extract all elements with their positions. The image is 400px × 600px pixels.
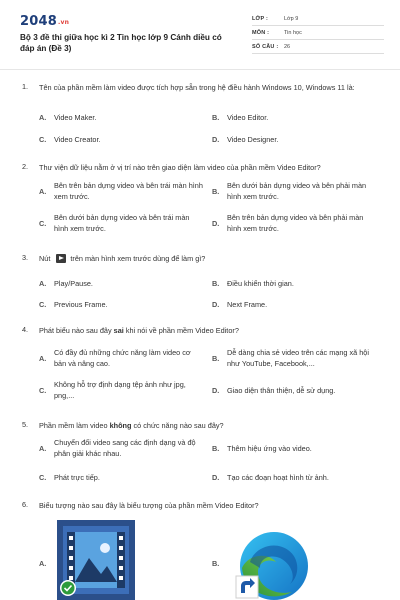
option-text: Previous Frame.: [54, 300, 108, 309]
question-text: Biểu tượng nào sau đây là biểu tượng của phần mềm Video Editor?: [39, 501, 259, 510]
play-button-icon: [56, 254, 66, 263]
meta-value: Tin học: [284, 30, 302, 36]
option-text: Play/Pause.: [54, 279, 93, 288]
option-key: A.: [39, 279, 47, 288]
question-number: 5.: [22, 420, 29, 429]
option-key: D.: [212, 300, 220, 309]
question-number: 1.: [22, 82, 29, 91]
option-key: D.: [212, 473, 220, 482]
option-key: A.: [39, 354, 47, 363]
option-text: Thêm hiệu ứng vào video.: [227, 444, 312, 453]
question-text-before: Phần mềm làm video: [39, 421, 108, 430]
option-key: C.: [39, 473, 47, 482]
option-text: Phát trực tiếp.: [54, 473, 100, 482]
option-key: C.: [39, 300, 47, 309]
header-divider: [0, 69, 400, 70]
edge-browser-icon[interactable]: [234, 528, 310, 600]
question-text: [39, 325, 384, 336]
option-text: Video Creator.: [54, 135, 101, 144]
option-key: C.: [39, 219, 47, 228]
option-key: A.: [39, 187, 47, 196]
video-editor-app-icon[interactable]: [57, 520, 135, 600]
option-key: A.: [39, 559, 47, 568]
option-text: Có đầy đủ những chức năng làm video cơ bản và nâng cao.: [54, 348, 191, 368]
meta-key: LỚP :: [252, 16, 268, 22]
option-text: Bên dưới bản dựng video và bên trái màn hình xem trước.: [54, 213, 190, 233]
option-text: Video Designer.: [227, 135, 279, 144]
option-text: Next Frame.: [227, 300, 268, 309]
question-text-after: khi nói về phần mềm Video Editor?: [125, 326, 239, 335]
question-text-emphasis: sai: [113, 326, 124, 335]
option-text: Chuyển đổi video sang các định dạng và độ phân giải khác nhau.: [54, 438, 196, 458]
question-text: [39, 253, 384, 264]
question-text: Tên của phần mềm làm video được tích hợp sẵn trong hệ điều hành Windows 10, Windows 11 là:: [39, 83, 355, 92]
option-text: Bên trên bản dựng video và bên phải màn hình xem trước.: [227, 213, 364, 233]
option-text: Giao diện thân thiện, dễ sử dụng.: [227, 386, 336, 395]
option-key: D.: [212, 219, 220, 228]
option-text: Tạo các đoạn hoạt hình từ ảnh.: [227, 473, 329, 482]
option-key: B.: [212, 279, 220, 288]
option-text: Bên trên bản dựng video và bên trái màn hình xem trước.: [54, 181, 203, 201]
option-key: B.: [212, 187, 220, 196]
site-logo[interactable]: 2048.vn: [20, 14, 70, 29]
option-text: Bên dưới bản dựng video và bên phải màn hình xem trước.: [227, 181, 367, 201]
option-key: D.: [212, 135, 220, 144]
option-text: Điều khiển thời gian.: [227, 279, 294, 288]
option-text: Video Editor.: [227, 113, 269, 122]
question-text: Thư viện dữ liệu nằm ở vị trí nào trên giao diện làm video của phần mềm Video Editor?: [39, 163, 321, 172]
meta-key: SỐ CÂU :: [252, 44, 279, 50]
option-key: D.: [212, 386, 220, 395]
question-text-after: trên màn hình xem trước dùng để làm gì?: [70, 254, 206, 263]
question-text-emphasis: không: [109, 421, 132, 430]
option-key: B.: [212, 354, 220, 363]
meta-row-grade: [252, 12, 384, 26]
question-text: [39, 420, 384, 431]
option-key: C.: [39, 135, 47, 144]
question-text-before: Phát biểu nào sau đây: [39, 326, 112, 335]
option-key: A.: [39, 444, 47, 453]
question-number: 6.: [22, 500, 29, 509]
option-key: B.: [212, 559, 220, 568]
question-number: 3.: [22, 253, 29, 262]
option-text: Không hỗ trợ định dạng tệp ảnh như jpg, png,...: [54, 380, 186, 400]
option-key: B.: [212, 444, 220, 453]
question-number: 4.: [22, 325, 29, 334]
question-number: 2.: [22, 162, 29, 171]
option-key: A.: [39, 113, 47, 122]
meta-row-subject: [252, 26, 384, 40]
option-key: B.: [212, 113, 220, 122]
question-text-before: Nút: [39, 254, 51, 263]
meta-row-count: [252, 40, 384, 54]
document-title: Bộ 3 đề thi giữa học kì 2 Tin học lớp 9 Cánh diều có đáp án (Đề 3): [20, 33, 222, 53]
meta-key: MÔN :: [252, 30, 270, 36]
option-text: Dễ dàng chia sẻ video trên các mạng xã hội như YouTube, Facebook,...: [227, 348, 369, 368]
option-text: Video Maker.: [54, 113, 97, 122]
exam-meta: [252, 12, 384, 54]
question-text-after: có chức năng nào sau đây?: [133, 421, 224, 430]
meta-value: 26: [284, 44, 291, 50]
option-key: C.: [39, 386, 47, 395]
meta-value: Lớp 9: [284, 16, 299, 22]
document-header: [0, 0, 400, 66]
